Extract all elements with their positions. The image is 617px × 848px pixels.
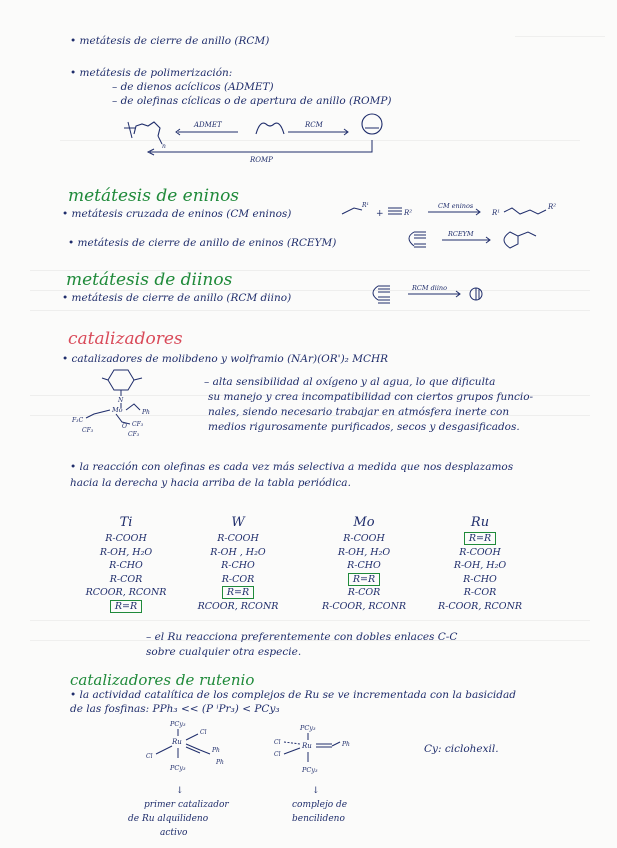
atom-mo: Mo [112,406,123,414]
note-line-3: nales, siendo necesario trabajar en atmósfera inerte con [208,406,510,418]
heading-ru-catalysts: catalizadores de rutenio [70,671,255,689]
olefin-box-mo: R=R [348,573,380,586]
cl-b1: Cl [274,739,281,746]
arrow-label-cm-eninos: CM eninos [438,202,474,210]
caption-first-catalyst-3: activo [160,828,188,838]
group-cf3-a: CF₃ [82,427,94,434]
heading-diynes: metátesis de diinos [66,270,233,290]
subscript-n: n [162,143,166,150]
caption-first-catalyst-2: de Ru alquilideno [128,814,209,824]
group-cf3-b: CF₃ [132,421,144,428]
pcy3-bottom-b: PCy₃ [302,766,318,774]
label-r1-b: R¹ [492,209,501,217]
benzylidene-complex-structure [272,724,372,780]
schrock-catalyst-structure [68,366,188,440]
cl-b2: Cl [274,751,281,758]
heading-enynes: metátesis de eninos [68,186,240,206]
admet-rcm-romp-scheme [110,110,390,166]
note-line-2: su manejo y crea incompatibilidad con ciertos grupos funcio- [208,391,534,403]
column-w: W R-COOH R-OH , H₂O R-CHO R-COR R=R RCOOR, RCONR [178,514,298,613]
arrow-label-rcm-diino: RCM diino [412,284,448,292]
grubbs-first-gen-structure [144,718,244,780]
ru-b: Ru [302,742,312,750]
label-r2-b: R² [548,203,557,211]
pcy3-top-b: PCy₃ [300,724,316,732]
group-ph: Ph [142,409,150,416]
metal-ti: Ti [119,515,133,530]
bullet-cm-enynes: • metátesis cruzada de eninos (CM eninos) [62,208,292,220]
basicity-line-1: • la actividad catalítica de los complejos de Ru se ve incrementada con la basicidad [70,689,516,701]
bullet-rceym: • metátesis de cierre de anillo de eninos (RCEYM) [68,237,337,249]
column-mo: Mo R-COOH R-OH, H₂O R-CHO R=R R-COR R-COOR, RCONR [304,514,424,613]
sub-admet: – de dienos acíclicos (ADMET) [112,81,274,93]
metal-mo: Mo [353,515,375,530]
note-line-1: – alta sensibilidad al oxígeno y al agua, lo que dificulta [204,376,496,388]
down-arrow-2: ↓ [312,786,320,796]
metal-w: W [231,515,245,530]
ru-a: Ru [172,738,182,746]
cl-a1: Cl [200,729,207,736]
arrow-label-rcm: RCM [305,121,323,129]
ph-a2: Ph [216,759,224,766]
sub-romp: – de olefinas cíclicas o de apertura de anillo (ROMP) [112,95,392,107]
olefin-box-ti: R=R [110,600,142,613]
ph-b: Ph [342,741,350,748]
plus-sign: + [376,209,384,219]
label-r1-a: R¹ [362,202,369,209]
cy-legend: Cy: ciclohexil. [424,743,499,755]
caption-first-catalyst-1: primer catalizador [144,800,229,810]
group-f3c: F₃C [72,417,84,424]
ru-note-line-1: – el Ru reacciona preferentemente con dobles enlaces C-C [146,631,458,643]
group-cf3-c: CF₃ [128,431,140,438]
reactivity-line-2: hacia la derecha y hacia arriba de la tabla periódica. [70,477,351,489]
atom-o: O [122,423,127,430]
cl-a2: Cl [146,753,153,760]
rcm-diino-scheme [364,280,524,306]
arrow-label-rceym: RCEYM [448,230,474,238]
olefin-box-ru: R=R [464,532,496,545]
rceym-scheme [400,226,560,252]
caption-benzylidene-1: complejo de [292,800,348,810]
bullet-rcm-diino: • metátesis de cierre de anillo (RCM diino) [62,292,292,304]
bullet-polymerization: • metátesis de polimerización: [70,67,233,79]
label-r2-a: R² [404,209,413,217]
pcy3-bottom-a: PCy₃ [170,764,186,772]
down-arrow-1: ↓ [176,786,184,796]
caption-benzylidene-2: bencilideno [292,814,345,824]
heading-catalysts: catalizadores [68,329,183,349]
metal-ru: Ru [470,515,490,530]
reactivity-line-1: • la reacción con olefinas es cada vez más selectiva a medida que nos desplazamos [70,461,514,473]
note-line-4: medios rigurosamente purificados, secos y desgasificados. [208,421,520,433]
basicity-line-2: de las fosfinas: PPh₃ << (P ⁱPr₃) < PCy₃ [70,703,280,715]
ph-a1: Ph [212,747,220,754]
atom-n: N [118,397,124,404]
ru-note-line-2: sobre cualquier otra especie. [146,646,302,658]
arrow-label-admet: ADMET [194,121,222,129]
olefin-box-w: R=R [222,586,254,599]
arrow-label-romp: ROMP [250,156,273,164]
pcy3-top-a: PCy₃ [170,720,186,728]
bullet-rcm: • metátesis de cierre de anillo (RCM) [70,35,270,47]
cm-enynes-scheme [340,198,580,224]
bullet-mo-w-catalysts: • catalizadores de molibdeno y wolframio (NAr)(OR')₂ MCHR [62,353,389,365]
column-ti: Ti R-COOH R-OH, H₂O R-CHO R-COR RCOOR, RCONR R=R [66,514,186,613]
column-ru: Ru R=R R-COOH R-OH, H₂O R-CHO R-COR R-COOR, RCONR [420,514,540,613]
